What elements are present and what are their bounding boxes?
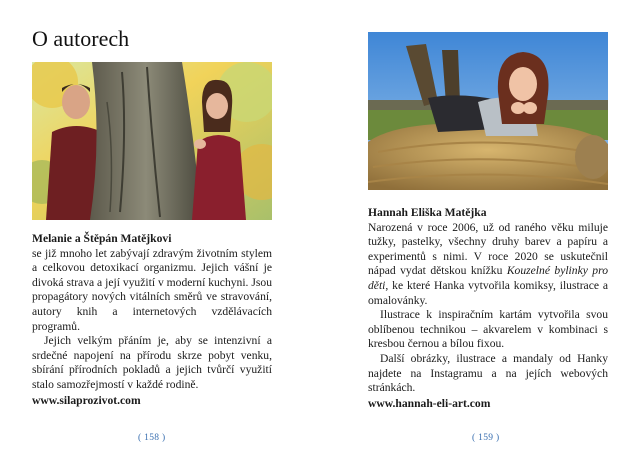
illustrator-photo-image (368, 32, 608, 190)
illustrator-bio-paragraph-2: Ilustrace k inspiračním kartám vytvořila svou oblíbenou technikou – akvarelem v kombinaci s kresbou černou a bílou fixou. (368, 308, 608, 351)
authors-name: Melanie a Štěpán Matějkovi (32, 232, 172, 245)
illustrator-photo (368, 32, 608, 190)
authors-bio (32, 232, 272, 408)
illustrator-bio-paragraph-1-text-b: , ke které Hanka vytvořila komiksy, ilustrace a omalovánky. (368, 278, 608, 307)
right-page (320, 0, 640, 474)
authors-website: www.silaprozivot.com (32, 393, 141, 407)
illustrator-bio-paragraph-1 (368, 221, 608, 309)
authors-photo-image (32, 62, 272, 220)
authors-photo (32, 62, 272, 220)
illustrator-name: Hannah Eliška Matějka (368, 206, 487, 219)
authors-bio-paragraph-2: Jejich velkým přáním je, aby se intenzivní a srdečné napojení na přírodu skrze pobyt venku, sbírání přírodních pokladů a jejich tvůrčí využití stalo samozřejmostí v každé rodině. (32, 334, 272, 391)
illustrator-bio-paragraph-1-text-a: Narozená v roce 2006, už od raného věku miluje tužky, pastelky, všechny druhy barev a papíru a experimentů s nimi. V roce 2020 se uskutečnil nápad vydat dětskou knížku (368, 220, 608, 278)
authors-bio-paragraph-1: se již mnoho let zabývají zdravým životním stylem a celkovou detoxikací organizmu. Jejich vášní je divoká strava a její využití v moderní kuchyni. Jsou propagátory nových vitálních směrů ve stravování, autory knih a internetových vzdělávacích programů. (32, 246, 272, 333)
page-heading: O autorech (32, 26, 130, 51)
book-title: Kouzelné bylinky pro děti (368, 264, 608, 292)
illustrator-bio-paragraph-3: Další obrázky, ilustrace a mandaly od Hanky najdete na Instagramu a na jejích webových stránkách. (368, 351, 608, 395)
page-number-right: ( 159 ) (472, 433, 500, 443)
page-number-left: ( 158 ) (138, 433, 166, 443)
illustrator-website: www.hannah-eli-art.com (368, 396, 491, 410)
illustrator-bio (368, 206, 608, 411)
